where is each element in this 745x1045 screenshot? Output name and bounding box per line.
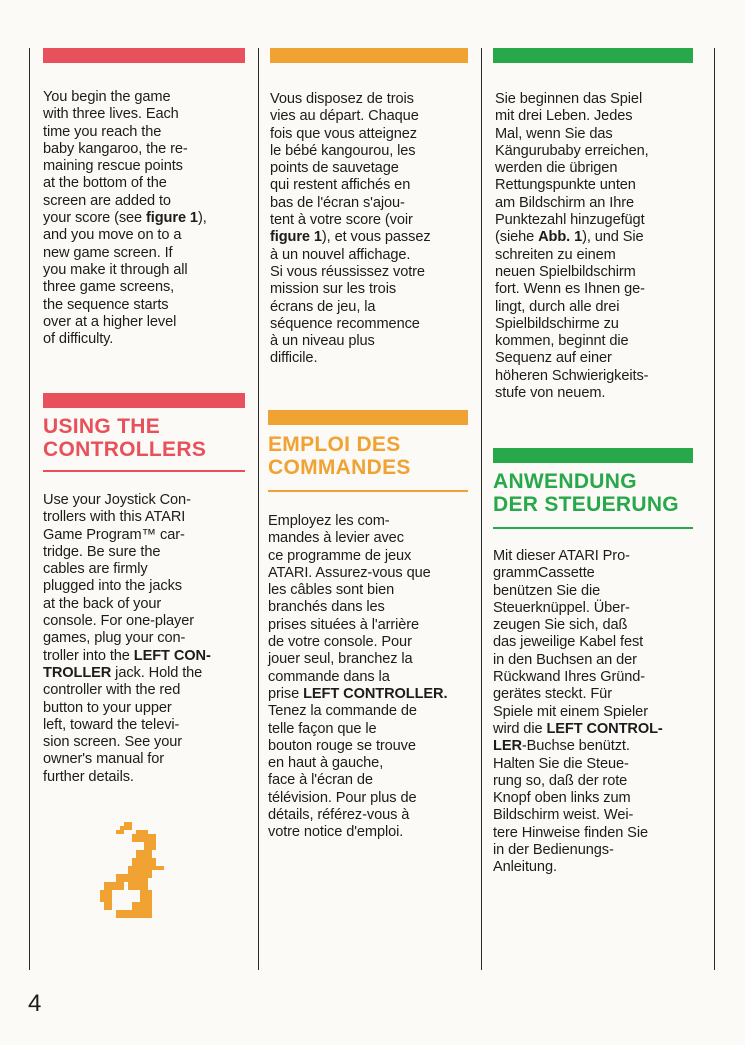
column-rule-2: [481, 48, 482, 970]
intro-paragraph: Sie beginnen das Spiel mit drei Leben. Jedes Mal, wenn Sie das Kängurubaby erreichen, werden die übrigen Rettungspunkte unten am Bildschirm an Ihre Punktezahl hinzugefügt (siehe Abb. 1), und Sie schreiten zu einem neuen Spielbildschirm fort. Wenn es Ihnen ge- lingt, durch alle drei Spielbildschirme zu kommen, beginnt die Sequenz auf einer höheren Schwierigkeits- stufe von neuem.: [495, 91, 649, 402]
section-heading: EMPLOI DES COMMANDES: [268, 433, 411, 479]
controllers-paragraph: Mit dieser ATARI Pro- grammCassette benützen Sie die Steuerknüppel. Über- zeugen Sie sich, daß das jeweilige Kabel fest in den Buchsen an der Rückwand Ihres Gründ- gerätes steckt. Für Spiele mit einem Spieler wird die LEFT CONTROL- LER-Buchse benützt. Halten Sie die Steue- rung so, daß der rote Knopf oben links zum Bildschirm weist. Wei- tere Hinweise finden Sie in der Bedienungs- Anleitung.: [493, 548, 663, 876]
column-rule-left: [29, 48, 30, 970]
figure-reference: figure 1: [270, 229, 322, 246]
jack-label: LEFT CONTROL- LER: [493, 720, 663, 755]
kangaroo-sprite-icon: [100, 822, 176, 926]
intro-paragraph: You begin the game with three lives. Each time you reach the baby kangaroo, the re- maining rescue points at the bottom of the screen are added to your score (see figure 1), and you move on to a new game screen. If you make it through all three game screens, the sequence starts over at a higher level of difficulty.: [43, 89, 207, 348]
top-color-bar: [493, 48, 693, 63]
page-number: 4: [28, 990, 42, 1017]
top-color-bar: [43, 48, 245, 63]
heading-underline: [493, 527, 693, 529]
section-color-bar: [43, 393, 245, 408]
jack-label: LEFT CON- TROLLER: [43, 647, 211, 681]
section-color-bar: [268, 410, 468, 425]
controllers-paragraph: Employez les com- mandes à levier avec ce programme de jeux ATARI. Assurez-vous que les câbles sont bien branchés dans les prises situées à l'arrière de votre console. Pour jouer seul, branchez la commande dans la prise LEFT CONTROLLER. Tenez la commande de telle façon que le bouton rouge se trouve en haut à gauche, face à l'écran de télévision. Pour plus de détails, référez-vous à votre notice d'emploi.: [268, 513, 448, 841]
jack-label: LEFT CONTROLLER.: [303, 685, 448, 702]
section-heading: ANWENDUNG DER STEUERUNG: [493, 470, 679, 516]
column-rule-1: [258, 48, 259, 970]
section-heading: USING THE CONTROLLERS: [43, 415, 207, 461]
heading-underline: [43, 470, 245, 472]
heading-underline: [268, 490, 468, 492]
intro-paragraph: Vous disposez de trois vies au départ. Chaque fois que vous atteignez le bébé kangourou, les points de sauvetage qui restent affichés en bas de l'écran s'ajou- tent à votre score (voir figure 1), et vous passez à un nouvel affichage. Si vous réussissez votre mission sur les trois écrans de jeu, la séquence recommence à un niveau plus difficile.: [270, 91, 431, 367]
figure-reference: figure 1: [146, 210, 198, 227]
top-color-bar: [270, 48, 468, 63]
controllers-paragraph: Use your Joystick Con- trollers with this ATARI Game Program™ car- tridge. Be sure the cables are firmly plugged into the jacks at the back of your console. For one-player games, plug your con- troller into the LEFT CON- TROLLER jack. Hold the controller with the red button to your upper left, toward the televi- sion screen. See your owner's manual for further details.: [43, 492, 211, 785]
column-rule-right: [714, 48, 715, 970]
section-color-bar: [493, 448, 693, 463]
figure-reference: Abb. 1: [538, 229, 583, 246]
